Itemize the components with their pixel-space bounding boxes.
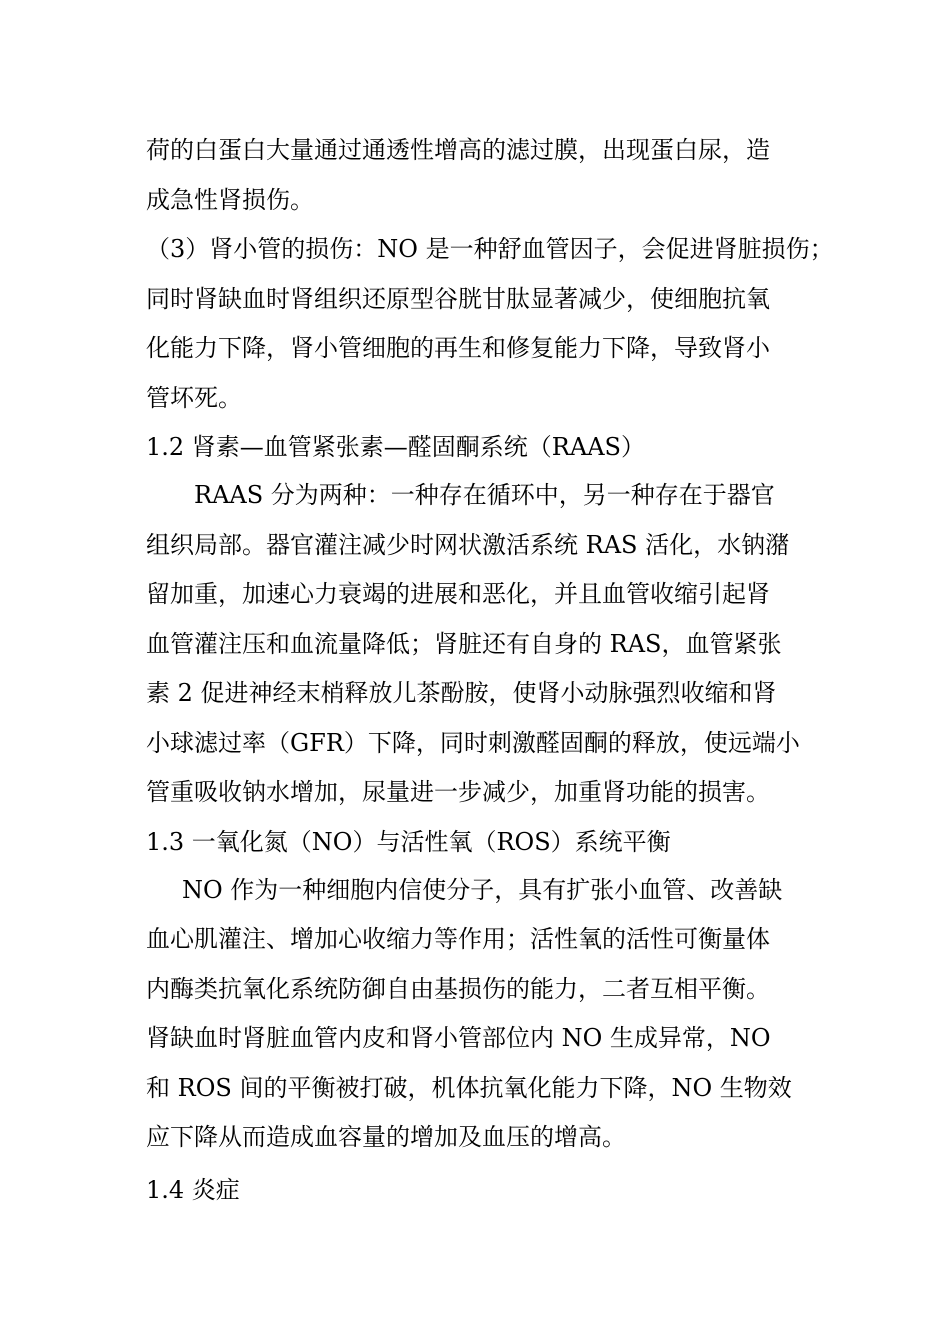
document-body <box>146 126 834 1214</box>
section-heading-no-ros: 1.3 一氧化氮（NO）与活性氧（ROS）系统平衡 <box>146 827 671 856</box>
text-line: NO 作为一种细胞内信使分子，具有扩张小血管、改善缺 <box>182 875 783 904</box>
text-line: 同时肾缺血时肾组织还原型谷胱甘肽显著减少，使细胞抗氧 <box>146 284 770 313</box>
paragraph-tubular-injury <box>146 225 834 423</box>
text-line: 血心肌灌注、增加心收缩力等作用；活性氧的活性可衡量体 <box>146 925 770 953</box>
paragraph-no-ros <box>146 866 814 1163</box>
text-line: 化能力下降，肾小管细胞的再生和修复能力下降，导致肾小 <box>146 334 770 362</box>
text-line: 小球滤过率（GFR）下降，同时刺激醛固酮的释放，使远端小 <box>146 728 800 757</box>
text-line: 肾缺血时肾脏血管内皮和肾小管部位内 NO 生成异常，NO <box>146 1024 771 1052</box>
text-line: 应下降从而造成血容量的增加及血压的增高。 <box>146 1123 626 1151</box>
text-line: 和 ROS 间的平衡被打破，机体抗氧化能力下降，NO 生物效 <box>146 1073 792 1102</box>
text-line: 管重吸收钠水增加，尿量进一步减少，加重肾功能的损害。 <box>146 778 770 806</box>
text-line: 留加重，加速心力衰竭的进展和恶化，并且血管收缩引起肾 <box>146 580 770 608</box>
text-line: （3）肾小管的损伤：NO 是一种舒血管因子，会促进肾脏损伤； <box>146 235 834 263</box>
text-line: 成急性肾损伤。 <box>146 185 314 214</box>
section-heading-inflammation: 1.4 炎症 <box>146 1175 240 1204</box>
paragraph-acute-kidney-injury <box>146 126 814 225</box>
section-heading-raas: 1.2 肾素—血管紧张素—醛固酮系统（RAAS） <box>146 433 645 461</box>
text-line: 内酶类抗氧化系统防御自由基损伤的能力，二者互相平衡。 <box>146 974 770 1003</box>
paragraph-raas <box>146 471 814 818</box>
text-line: RAAS 分为两种：一种存在循环中，另一种存在于器官 <box>194 481 775 509</box>
text-line: 血管灌注压和血流量降低；肾脏还有自身的 RAS，血管紧张 <box>146 629 782 658</box>
text-line: 管坏死。 <box>146 383 242 412</box>
text-line: 素 2 促进神经末梢释放儿茶酚胺，使肾小动脉强烈收缩和肾 <box>146 679 777 707</box>
text-line: 组织局部。器官灌注减少时网状激活系统 RAS 活化，水钠潴 <box>146 530 790 559</box>
text-line: 荷的白蛋白大量通过通透性增高的滤过膜，出现蛋白尿，造 <box>146 136 770 164</box>
